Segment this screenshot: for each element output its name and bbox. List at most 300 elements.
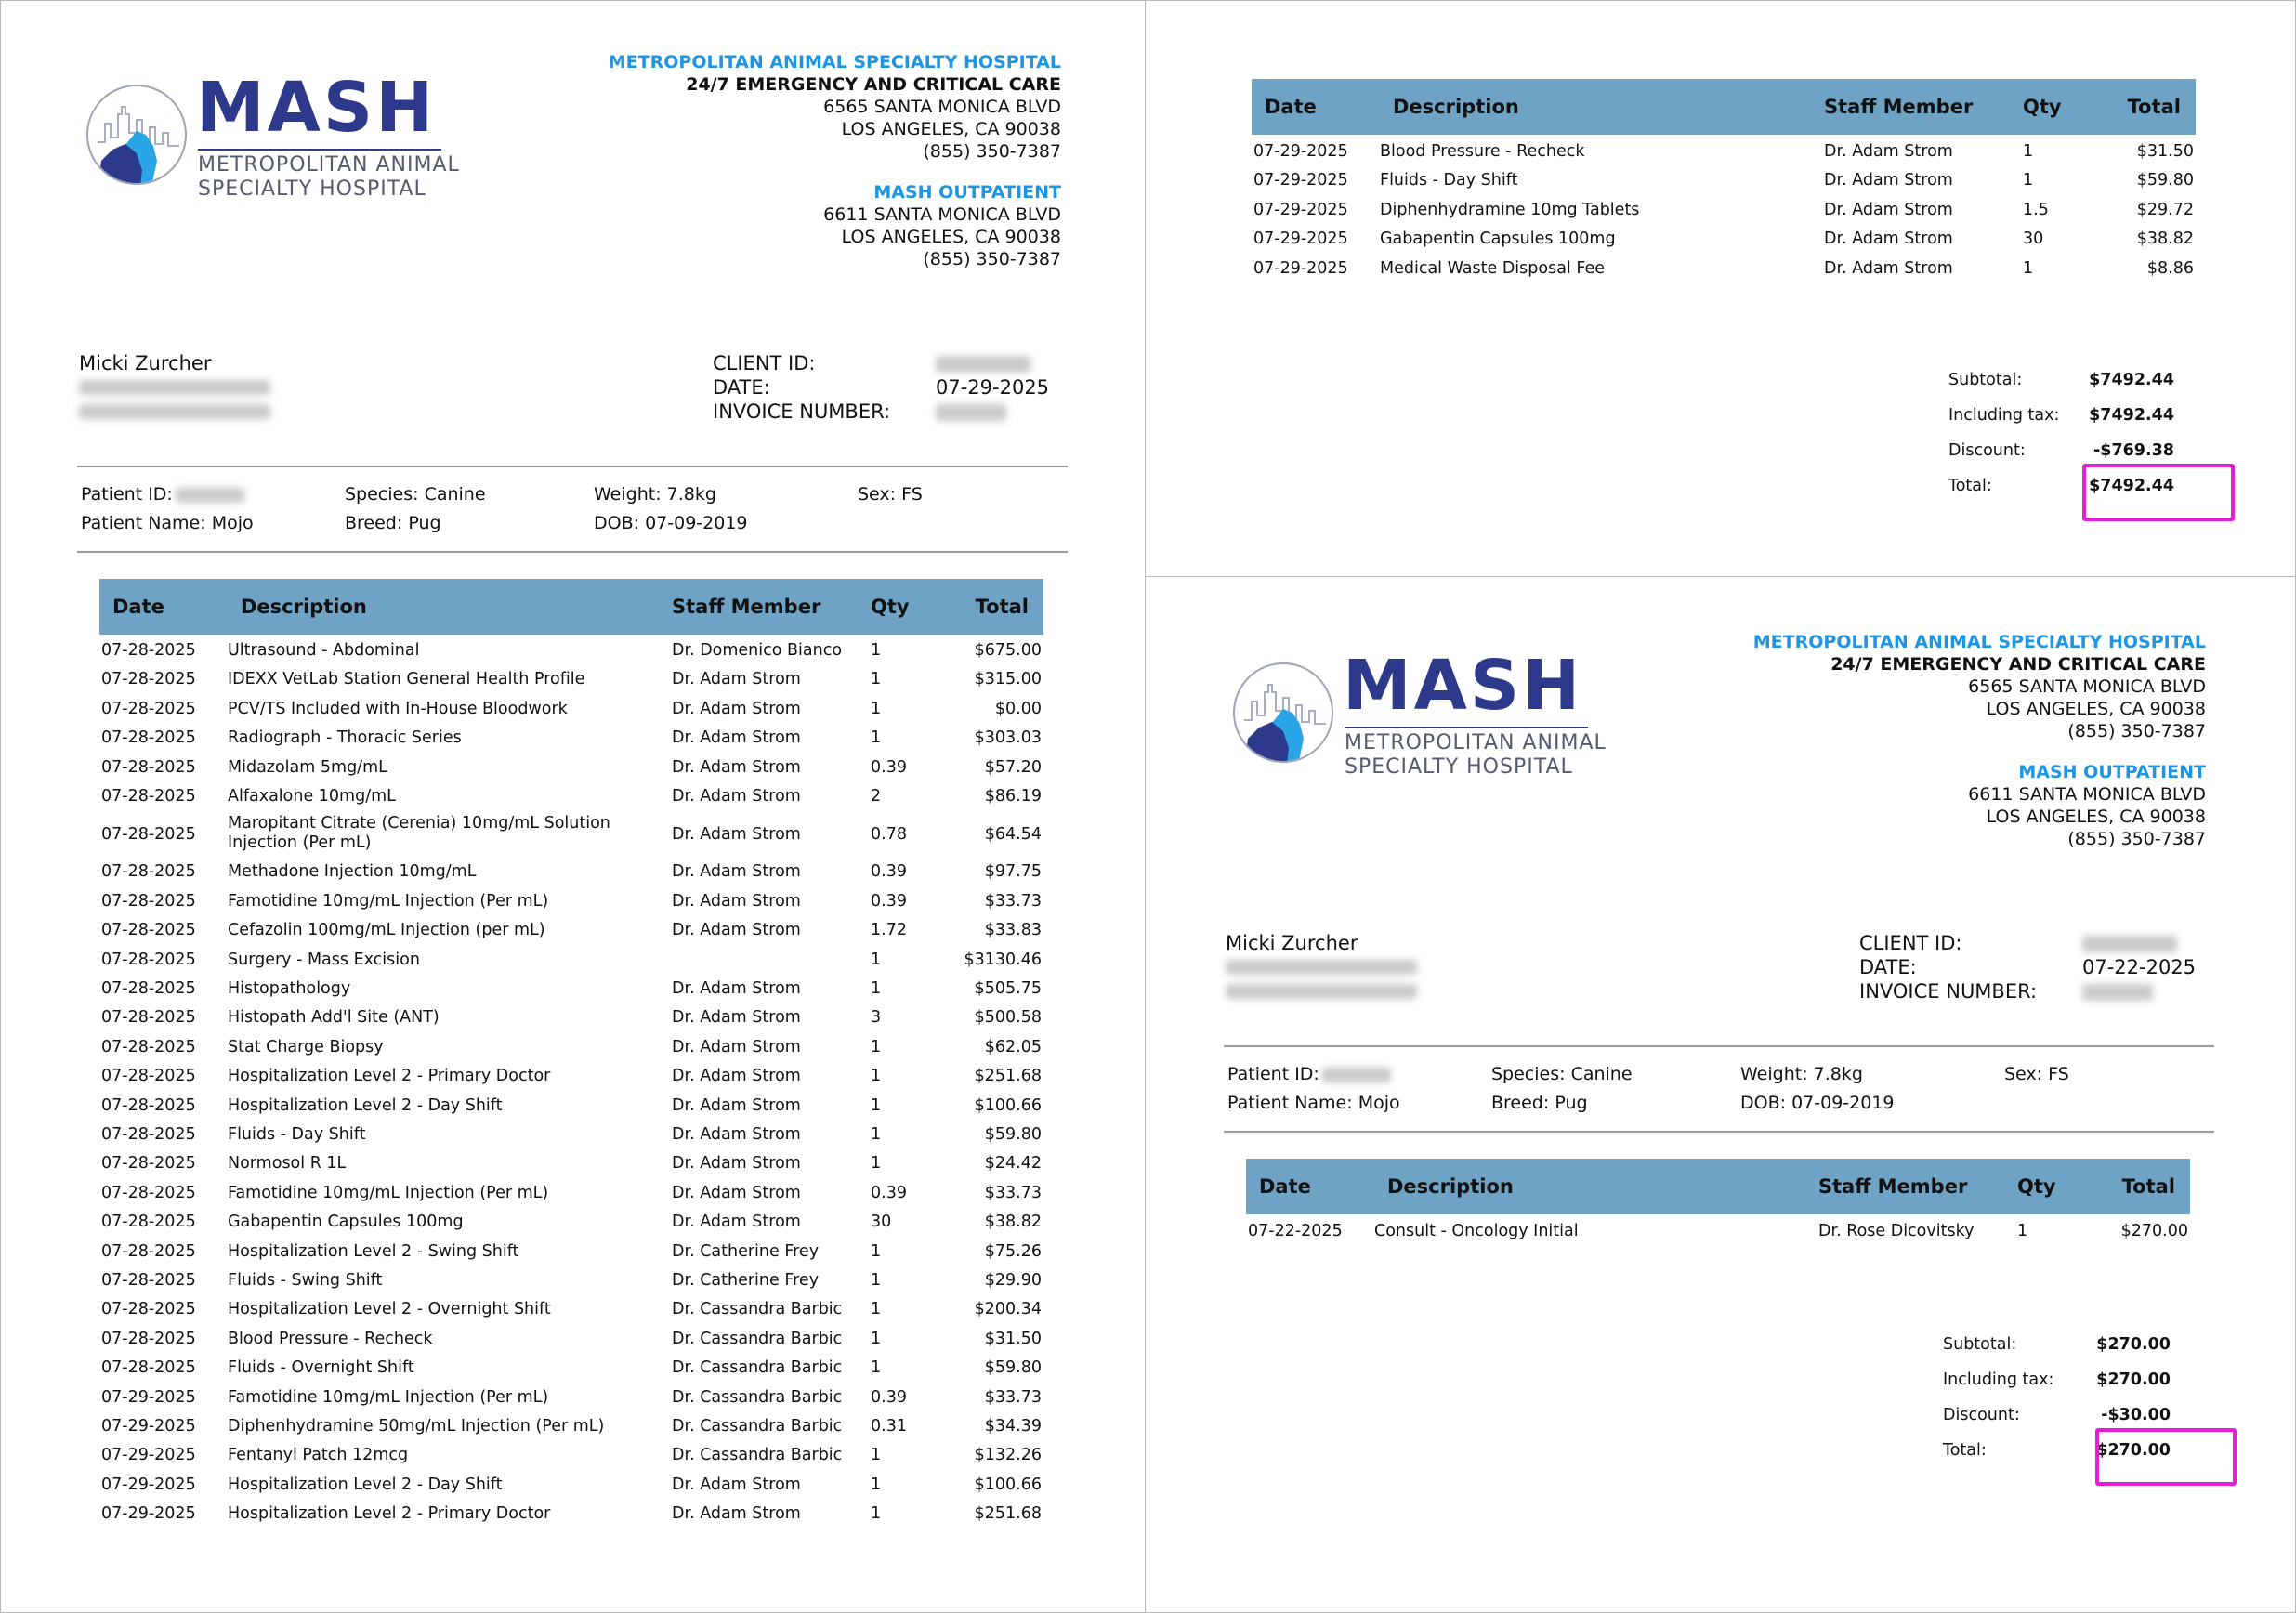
row-qty: 1.5 bbox=[2023, 200, 2049, 219]
row-qty: 3 bbox=[871, 1008, 882, 1028]
row-staff: Dr. Adam Strom bbox=[672, 1183, 801, 1202]
invoice-page-2 bbox=[1145, 0, 2296, 578]
table-header bbox=[1246, 1159, 2190, 1214]
row-staff: Dr. Cassandra Barbic bbox=[672, 1387, 843, 1407]
row-description: Consult - Oncology Initial bbox=[1374, 1222, 1579, 1240]
table-row bbox=[101, 1092, 1043, 1121]
patient-name: Patient Name: Mojo bbox=[81, 513, 254, 533]
row-total: $38.82 bbox=[984, 1213, 1042, 1232]
row-staff: Dr. Cassandra Barbic bbox=[672, 1300, 843, 1319]
row-date: 07-28-2025 bbox=[101, 1329, 196, 1348]
row-description: Methadone Injection 10mg/mL bbox=[228, 862, 477, 882]
table-row bbox=[101, 1354, 1043, 1383]
row-total: $34.39 bbox=[984, 1417, 1042, 1436]
row-description: Diphenhydramine 10mg Tablets bbox=[1380, 200, 1640, 219]
row-total: $270.00 bbox=[2120, 1222, 2188, 1240]
row-description: Surgery - Mass Excision bbox=[228, 950, 420, 969]
hospital-phone: (855) 350-7387 bbox=[2067, 721, 2206, 741]
table-row bbox=[101, 636, 1043, 665]
discount-value: -$30.00 bbox=[2101, 1406, 2171, 1424]
row-date: 07-28-2025 bbox=[101, 670, 196, 689]
row-staff: Dr. Adam Strom bbox=[1824, 171, 1953, 190]
row-date: 07-29-2025 bbox=[1253, 200, 1348, 219]
subtotal-value: $7492.44 bbox=[2089, 371, 2174, 389]
row-qty: 0.39 bbox=[871, 862, 907, 882]
sex: Sex: FS bbox=[2004, 1064, 2069, 1084]
row-staff: Dr. Adam Strom bbox=[672, 979, 801, 998]
row-qty: 1 bbox=[871, 670, 882, 689]
hospital-address-block bbox=[1753, 631, 2206, 850]
row-description: Blood Pressure - Recheck bbox=[228, 1329, 433, 1348]
row-description: Hospitalization Level 2 - Day Shift bbox=[228, 1095, 503, 1115]
row-total: $57.20 bbox=[984, 757, 1042, 777]
row-description: Stat Charge Biopsy bbox=[228, 1037, 384, 1056]
tax-label: Including tax: bbox=[1943, 1370, 2054, 1389]
client-id-label: CLIENT ID: bbox=[1859, 932, 1962, 954]
row-description: Hospitalization Level 2 - Primary Doctor bbox=[228, 1504, 551, 1524]
hospital-address: 6565 SANTA MONICA BLVD bbox=[823, 97, 1061, 117]
outpatient-city: LOS ANGELES, CA 90038 bbox=[1986, 806, 2206, 827]
row-description: Fluids - Day Shift bbox=[1380, 171, 1518, 190]
row-staff: Dr. Adam Strom bbox=[672, 699, 801, 718]
row-total: $33.73 bbox=[984, 1387, 1042, 1407]
row-total: $100.66 bbox=[974, 1475, 1042, 1494]
table-row bbox=[101, 1500, 1043, 1528]
row-total: $500.58 bbox=[974, 1008, 1042, 1028]
table-header bbox=[99, 579, 1043, 635]
table-row bbox=[101, 1325, 1043, 1354]
redacted-patient-id bbox=[1322, 1068, 1391, 1082]
redacted-invoice-number bbox=[936, 404, 1006, 421]
row-description: Fluids - Swing Shift bbox=[228, 1271, 383, 1290]
row-date: 07-29-2025 bbox=[1253, 229, 1348, 249]
row-staff: Dr. Adam Strom bbox=[672, 825, 801, 845]
table-row bbox=[101, 1003, 1043, 1032]
row-total: $29.72 bbox=[2136, 200, 2194, 219]
row-description: Gabapentin Capsules 100mg bbox=[228, 1213, 464, 1232]
row-staff: Dr. Adam Strom bbox=[672, 1037, 801, 1056]
row-total: $251.68 bbox=[974, 1067, 1042, 1086]
row-date: 07-28-2025 bbox=[101, 728, 196, 748]
row-qty: 1 bbox=[2023, 171, 2034, 190]
tax-value: $7492.44 bbox=[2089, 406, 2174, 425]
row-description: Fentanyl Patch 12mcg bbox=[228, 1446, 409, 1465]
row-total: $62.05 bbox=[984, 1037, 1042, 1056]
redacted-client-id bbox=[936, 356, 1030, 373]
col-date: Date bbox=[1265, 96, 1317, 118]
invoice-date: 07-22-2025 bbox=[2082, 956, 2197, 978]
row-total: $86.19 bbox=[984, 787, 1042, 806]
row-staff: Dr. Adam Strom bbox=[672, 862, 801, 882]
hospital-address: 6565 SANTA MONICA BLVD bbox=[1968, 676, 2206, 697]
row-staff: Dr. Adam Strom bbox=[672, 1154, 801, 1174]
row-qty: 1 bbox=[2017, 1222, 2028, 1240]
logo-wordmark: MASH bbox=[1343, 646, 1583, 726]
row-description: Histopathology bbox=[228, 979, 351, 998]
row-qty: 1 bbox=[871, 1241, 882, 1261]
row-date: 07-28-2025 bbox=[101, 1067, 196, 1086]
row-qty: 1 bbox=[871, 728, 882, 748]
row-description: Famotidine 10mg/mL Injection (Per mL) bbox=[228, 1387, 549, 1407]
invoice-2 bbox=[1145, 576, 2296, 1613]
row-qty: 1 bbox=[871, 1300, 882, 1319]
invoice-page-1 bbox=[0, 0, 1146, 1613]
row-date: 07-28-2025 bbox=[101, 787, 196, 806]
row-date: 07-28-2025 bbox=[101, 1271, 196, 1290]
table-row bbox=[1253, 196, 2196, 225]
col-qty: Qty bbox=[2017, 1175, 2056, 1198]
species: Species: Canine bbox=[1491, 1064, 1633, 1084]
table-row bbox=[1248, 1217, 2190, 1246]
row-staff: Dr. Adam Strom bbox=[672, 787, 801, 806]
row-total: $100.66 bbox=[974, 1095, 1042, 1115]
row-staff: Dr. Adam Strom bbox=[672, 1067, 801, 1086]
row-qty: 30 bbox=[2023, 229, 2044, 249]
dog-cat-skyline-icon bbox=[1233, 662, 1333, 763]
logo-line-1: METROPOLITAN ANIMAL bbox=[1345, 731, 1607, 754]
outpatient-name: MASH OUTPATIENT bbox=[873, 182, 1061, 203]
redacted-patient-id bbox=[176, 488, 244, 503]
hospital-tagline: 24/7 EMERGENCY AND CRITICAL CARE bbox=[1830, 654, 2206, 675]
row-description: Midazolam 5mg/mL bbox=[228, 757, 387, 777]
table-row bbox=[101, 724, 1043, 753]
tax-label: Including tax: bbox=[1948, 406, 2060, 425]
row-total: $75.26 bbox=[984, 1241, 1042, 1261]
row-description: Hospitalization Level 2 - Overnight Shift bbox=[228, 1300, 551, 1319]
table-row bbox=[101, 1033, 1043, 1062]
total-label: Total: bbox=[1943, 1441, 1987, 1460]
table-row bbox=[101, 754, 1043, 782]
row-description: Hospitalization Level 2 - Primary Doctor bbox=[228, 1067, 551, 1086]
breed: Breed: Pug bbox=[1491, 1093, 1588, 1113]
patient-name: Patient Name: Mojo bbox=[1227, 1093, 1400, 1113]
col-qty: Qty bbox=[871, 596, 910, 618]
row-total: $33.83 bbox=[984, 921, 1042, 940]
row-description: Fluids - Day Shift bbox=[228, 1125, 366, 1144]
weight: Weight: 7.8kg bbox=[594, 484, 716, 505]
row-staff: Dr. Adam Strom bbox=[672, 1504, 801, 1524]
table-row bbox=[101, 916, 1043, 945]
row-date: 07-28-2025 bbox=[101, 1154, 196, 1174]
total-label: Total: bbox=[1948, 477, 1992, 495]
row-staff: Dr. Adam Strom bbox=[672, 891, 801, 911]
row-qty: 1 bbox=[871, 1067, 882, 1086]
row-description: Maropitant Citrate (Cerenia) 10mg/mL Solution Injection (Per mL) bbox=[228, 814, 610, 853]
row-total: $59.80 bbox=[2136, 171, 2194, 190]
row-qty: 1 bbox=[871, 1095, 882, 1115]
outpatient-city: LOS ANGELES, CA 90038 bbox=[841, 227, 1061, 247]
redacted-invoice-number bbox=[2082, 984, 2153, 1001]
row-staff: Dr. Adam Strom bbox=[1824, 200, 1953, 219]
row-staff: Dr. Cassandra Barbic bbox=[672, 1329, 843, 1348]
row-staff: Dr. Adam Strom bbox=[672, 921, 801, 940]
row-date: 07-28-2025 bbox=[101, 921, 196, 940]
col-description: Description bbox=[241, 596, 367, 618]
row-date: 07-28-2025 bbox=[101, 1358, 196, 1378]
total-highlight-box bbox=[2082, 464, 2235, 521]
logo-line-2: SPECIALTY HOSPITAL bbox=[198, 177, 426, 201]
row-total: $8.86 bbox=[2146, 258, 2194, 278]
row-qty: 1 bbox=[871, 1329, 882, 1348]
dob: DOB: 07-09-2019 bbox=[594, 513, 748, 533]
logo-line-1: METROPOLITAN ANIMAL bbox=[198, 153, 460, 177]
row-total: $200.34 bbox=[974, 1300, 1042, 1319]
row-qty: 1 bbox=[871, 1037, 882, 1056]
row-qty: 1 bbox=[871, 950, 882, 969]
row-staff: Dr. Catherine Frey bbox=[672, 1271, 820, 1290]
row-total: $505.75 bbox=[974, 979, 1042, 998]
col-total: Total bbox=[975, 596, 1029, 618]
sex: Sex: FS bbox=[858, 484, 923, 505]
row-date: 07-28-2025 bbox=[101, 1125, 196, 1144]
row-qty: 0.39 bbox=[871, 1183, 907, 1202]
logo-wordmark: MASH bbox=[196, 68, 437, 148]
row-staff: Dr. Cassandra Barbic bbox=[672, 1358, 843, 1378]
row-date: 07-22-2025 bbox=[1248, 1222, 1343, 1240]
row-qty: 1 bbox=[871, 1446, 882, 1465]
row-description: Blood Pressure - Recheck bbox=[1380, 142, 1585, 161]
row-description: Famotidine 10mg/mL Injection (Per mL) bbox=[228, 891, 549, 911]
table-header bbox=[1252, 79, 2196, 135]
patient-id: Patient ID: bbox=[1227, 1064, 1319, 1084]
table-row bbox=[101, 811, 1043, 858]
row-total: $97.75 bbox=[984, 862, 1042, 882]
table-row bbox=[101, 858, 1043, 886]
row-description: Medical Waste Disposal Fee bbox=[1380, 258, 1606, 278]
row-staff: Dr. Adam Strom bbox=[672, 728, 801, 748]
table-row bbox=[101, 1266, 1043, 1295]
table-row bbox=[101, 887, 1043, 916]
row-staff: Dr. Rose Dicovitsky bbox=[1818, 1222, 1975, 1240]
col-staff: Staff Member bbox=[1824, 96, 1974, 118]
hospital-name: METROPOLITAN ANIMAL SPECIALTY HOSPITAL bbox=[608, 52, 1061, 72]
row-date: 07-28-2025 bbox=[101, 825, 196, 845]
outpatient-phone: (855) 350-7387 bbox=[923, 249, 1061, 269]
client-name: Micki Zurcher bbox=[79, 352, 212, 374]
patient-id: Patient ID: bbox=[81, 484, 173, 505]
discount-label: Discount: bbox=[1948, 441, 2026, 460]
row-description: Diphenhydramine 50mg/mL Injection (Per mL) bbox=[228, 1417, 605, 1436]
row-date: 07-28-2025 bbox=[101, 1241, 196, 1261]
row-total: $31.50 bbox=[2136, 142, 2194, 161]
row-qty: 2 bbox=[871, 787, 882, 806]
mash-logo bbox=[1233, 644, 1623, 779]
row-staff: Dr. Adam Strom bbox=[1824, 142, 1953, 161]
logo-divider bbox=[1345, 727, 1588, 728]
row-date: 07-29-2025 bbox=[101, 1446, 196, 1465]
table-row bbox=[101, 665, 1043, 694]
redacted-address-line-2 bbox=[79, 404, 270, 419]
logo-divider bbox=[198, 149, 441, 151]
dob: DOB: 07-09-2019 bbox=[1740, 1093, 1895, 1113]
row-total: $0.00 bbox=[994, 699, 1042, 718]
table-row bbox=[1253, 138, 2196, 166]
row-qty: 1 bbox=[871, 699, 882, 718]
row-qty: 30 bbox=[871, 1213, 892, 1232]
row-qty: 0.39 bbox=[871, 1387, 907, 1407]
table-row bbox=[101, 1208, 1043, 1237]
table-row bbox=[101, 1149, 1043, 1178]
client-id-label: CLIENT ID: bbox=[713, 352, 816, 374]
row-date: 07-28-2025 bbox=[101, 891, 196, 911]
outpatient-phone: (855) 350-7387 bbox=[2067, 829, 2206, 849]
row-total: $251.68 bbox=[974, 1504, 1042, 1524]
row-staff: Dr. Domenico Bianco bbox=[672, 641, 843, 660]
row-date: 07-28-2025 bbox=[101, 699, 196, 718]
total-value: $270.00 bbox=[2096, 1441, 2171, 1460]
row-total: $33.73 bbox=[984, 1183, 1042, 1202]
row-date: 07-28-2025 bbox=[101, 862, 196, 882]
table-row bbox=[1253, 255, 2196, 283]
table-row bbox=[101, 1384, 1043, 1412]
row-qty: 0.78 bbox=[871, 825, 907, 845]
date-label: DATE: bbox=[713, 376, 770, 399]
row-staff: Dr. Adam Strom bbox=[672, 1095, 801, 1115]
table-row bbox=[101, 1441, 1043, 1470]
row-total: $29.90 bbox=[984, 1271, 1042, 1290]
row-staff: Dr. Adam Strom bbox=[1824, 229, 1953, 249]
row-qty: 1 bbox=[871, 1154, 882, 1174]
row-description: Hospitalization Level 2 - Day Shift bbox=[228, 1475, 503, 1494]
row-total: $675.00 bbox=[974, 641, 1042, 660]
discount-value: -$769.38 bbox=[2093, 441, 2174, 460]
row-qty: 1 bbox=[871, 641, 882, 660]
row-staff: Dr. Cassandra Barbic bbox=[672, 1446, 843, 1465]
row-qty: 1 bbox=[871, 1504, 882, 1524]
row-date: 07-29-2025 bbox=[101, 1387, 196, 1407]
row-total: $3130.46 bbox=[964, 950, 1042, 969]
invoice-date: 07-29-2025 bbox=[936, 376, 1050, 399]
date-label: DATE: bbox=[1859, 956, 1917, 978]
table-row bbox=[1253, 225, 2196, 254]
row-description: Cefazolin 100mg/mL Injection (per mL) bbox=[228, 921, 545, 940]
hospital-phone: (855) 350-7387 bbox=[923, 141, 1061, 162]
row-qty: 1.72 bbox=[871, 921, 907, 940]
row-qty: 1 bbox=[871, 1271, 882, 1290]
client-name: Micki Zurcher bbox=[1226, 932, 1358, 954]
col-description: Description bbox=[1393, 96, 1519, 118]
row-total: $315.00 bbox=[974, 670, 1042, 689]
row-description: Hospitalization Level 2 - Swing Shift bbox=[228, 1241, 519, 1261]
divider bbox=[1224, 1045, 2214, 1047]
redacted-address-line-1 bbox=[79, 380, 270, 395]
row-qty: 1 bbox=[871, 1475, 882, 1494]
table-row bbox=[1253, 166, 2196, 195]
total-value: $7492.44 bbox=[2089, 477, 2174, 495]
row-total: $64.54 bbox=[984, 825, 1042, 845]
mash-logo bbox=[86, 66, 477, 201]
col-date: Date bbox=[112, 596, 164, 618]
table-row bbox=[101, 782, 1043, 811]
row-date: 07-28-2025 bbox=[101, 641, 196, 660]
row-total: $33.73 bbox=[984, 891, 1042, 911]
col-description: Description bbox=[1387, 1175, 1514, 1198]
weight: Weight: 7.8kg bbox=[1740, 1064, 1863, 1084]
row-total: $31.50 bbox=[984, 1329, 1042, 1348]
row-date: 07-28-2025 bbox=[101, 1183, 196, 1202]
row-total: $24.42 bbox=[984, 1154, 1042, 1174]
row-date: 07-28-2025 bbox=[101, 979, 196, 998]
row-total: $59.80 bbox=[984, 1358, 1042, 1378]
logo-line-2: SPECIALTY HOSPITAL bbox=[1345, 755, 1573, 779]
subtotal-label: Subtotal: bbox=[1943, 1335, 2017, 1354]
table-row bbox=[101, 1121, 1043, 1149]
row-description: PCV/TS Included with In-House Bloodwork bbox=[228, 699, 568, 718]
row-date: 07-29-2025 bbox=[1253, 258, 1348, 278]
outpatient-name: MASH OUTPATIENT bbox=[2018, 762, 2206, 782]
row-date: 07-28-2025 bbox=[101, 1095, 196, 1115]
row-date: 07-29-2025 bbox=[1253, 142, 1348, 161]
table-row bbox=[101, 946, 1043, 975]
row-staff: Dr. Adam Strom bbox=[672, 1475, 801, 1494]
row-date: 07-28-2025 bbox=[101, 1037, 196, 1056]
row-qty: 0.31 bbox=[871, 1417, 907, 1436]
row-description: Famotidine 10mg/mL Injection (Per mL) bbox=[228, 1183, 549, 1202]
subtotal-label: Subtotal: bbox=[1948, 371, 2023, 389]
hospital-city: LOS ANGELES, CA 90038 bbox=[1986, 699, 2206, 719]
row-total: $303.03 bbox=[974, 728, 1042, 748]
row-staff: Dr. Cassandra Barbic bbox=[672, 1417, 843, 1436]
col-date: Date bbox=[1259, 1175, 1311, 1198]
hospital-tagline: 24/7 EMERGENCY AND CRITICAL CARE bbox=[686, 74, 1061, 95]
row-description: Histopath Add'l Site (ANT) bbox=[228, 1008, 440, 1028]
col-total: Total bbox=[2127, 96, 2181, 118]
row-qty: 1 bbox=[871, 1125, 882, 1144]
col-qty: Qty bbox=[2023, 96, 2062, 118]
outpatient-address: 6611 SANTA MONICA BLVD bbox=[823, 204, 1061, 225]
hospital-address-block bbox=[609, 51, 1061, 270]
row-qty: 0.39 bbox=[871, 757, 907, 777]
row-staff: Dr. Adam Strom bbox=[672, 1008, 801, 1028]
table-row bbox=[101, 1295, 1043, 1324]
row-date: 07-29-2025 bbox=[101, 1417, 196, 1436]
redacted-address-line-2 bbox=[1226, 984, 1417, 999]
invoice-number-label: INVOICE NUMBER: bbox=[1859, 980, 2038, 1003]
row-date: 07-29-2025 bbox=[101, 1475, 196, 1494]
row-total: $38.82 bbox=[2136, 229, 2194, 249]
discount-label: Discount: bbox=[1943, 1406, 2020, 1424]
row-qty: 1 bbox=[2023, 258, 2034, 278]
row-staff: Dr. Adam Strom bbox=[672, 670, 801, 689]
row-date: 07-28-2025 bbox=[101, 1213, 196, 1232]
col-total: Total bbox=[2121, 1175, 2175, 1198]
table-row bbox=[101, 975, 1043, 1003]
row-date: 07-28-2025 bbox=[101, 1008, 196, 1028]
hospital-name: METROPOLITAN ANIMAL SPECIALTY HOSPITAL bbox=[1752, 632, 2206, 652]
row-date: 07-28-2025 bbox=[101, 1300, 196, 1319]
row-description: Alfaxalone 10mg/mL bbox=[228, 787, 396, 806]
col-staff: Staff Member bbox=[672, 596, 821, 618]
table-row bbox=[101, 1412, 1043, 1441]
invoice-number-label: INVOICE NUMBER: bbox=[713, 400, 891, 423]
row-total: $59.80 bbox=[984, 1125, 1042, 1144]
row-date: 07-29-2025 bbox=[1253, 171, 1348, 190]
table-row bbox=[101, 1238, 1043, 1266]
row-description: Gabapentin Capsules 100mg bbox=[1380, 229, 1616, 249]
row-description: Fluids - Overnight Shift bbox=[228, 1358, 414, 1378]
divider bbox=[77, 551, 1068, 553]
divider bbox=[77, 466, 1068, 467]
redacted-client-id bbox=[2082, 936, 2177, 952]
row-description: Radiograph - Thoracic Series bbox=[228, 728, 462, 748]
row-staff: Dr. Adam Strom bbox=[672, 1213, 801, 1232]
row-staff: Dr. Adam Strom bbox=[672, 757, 801, 777]
row-qty: 1 bbox=[871, 979, 882, 998]
row-description: Ultrasound - Abdominal bbox=[228, 641, 420, 660]
row-qty: 1 bbox=[2023, 142, 2034, 161]
dog-cat-skyline-icon bbox=[86, 85, 187, 185]
row-qty: 0.39 bbox=[871, 891, 907, 911]
